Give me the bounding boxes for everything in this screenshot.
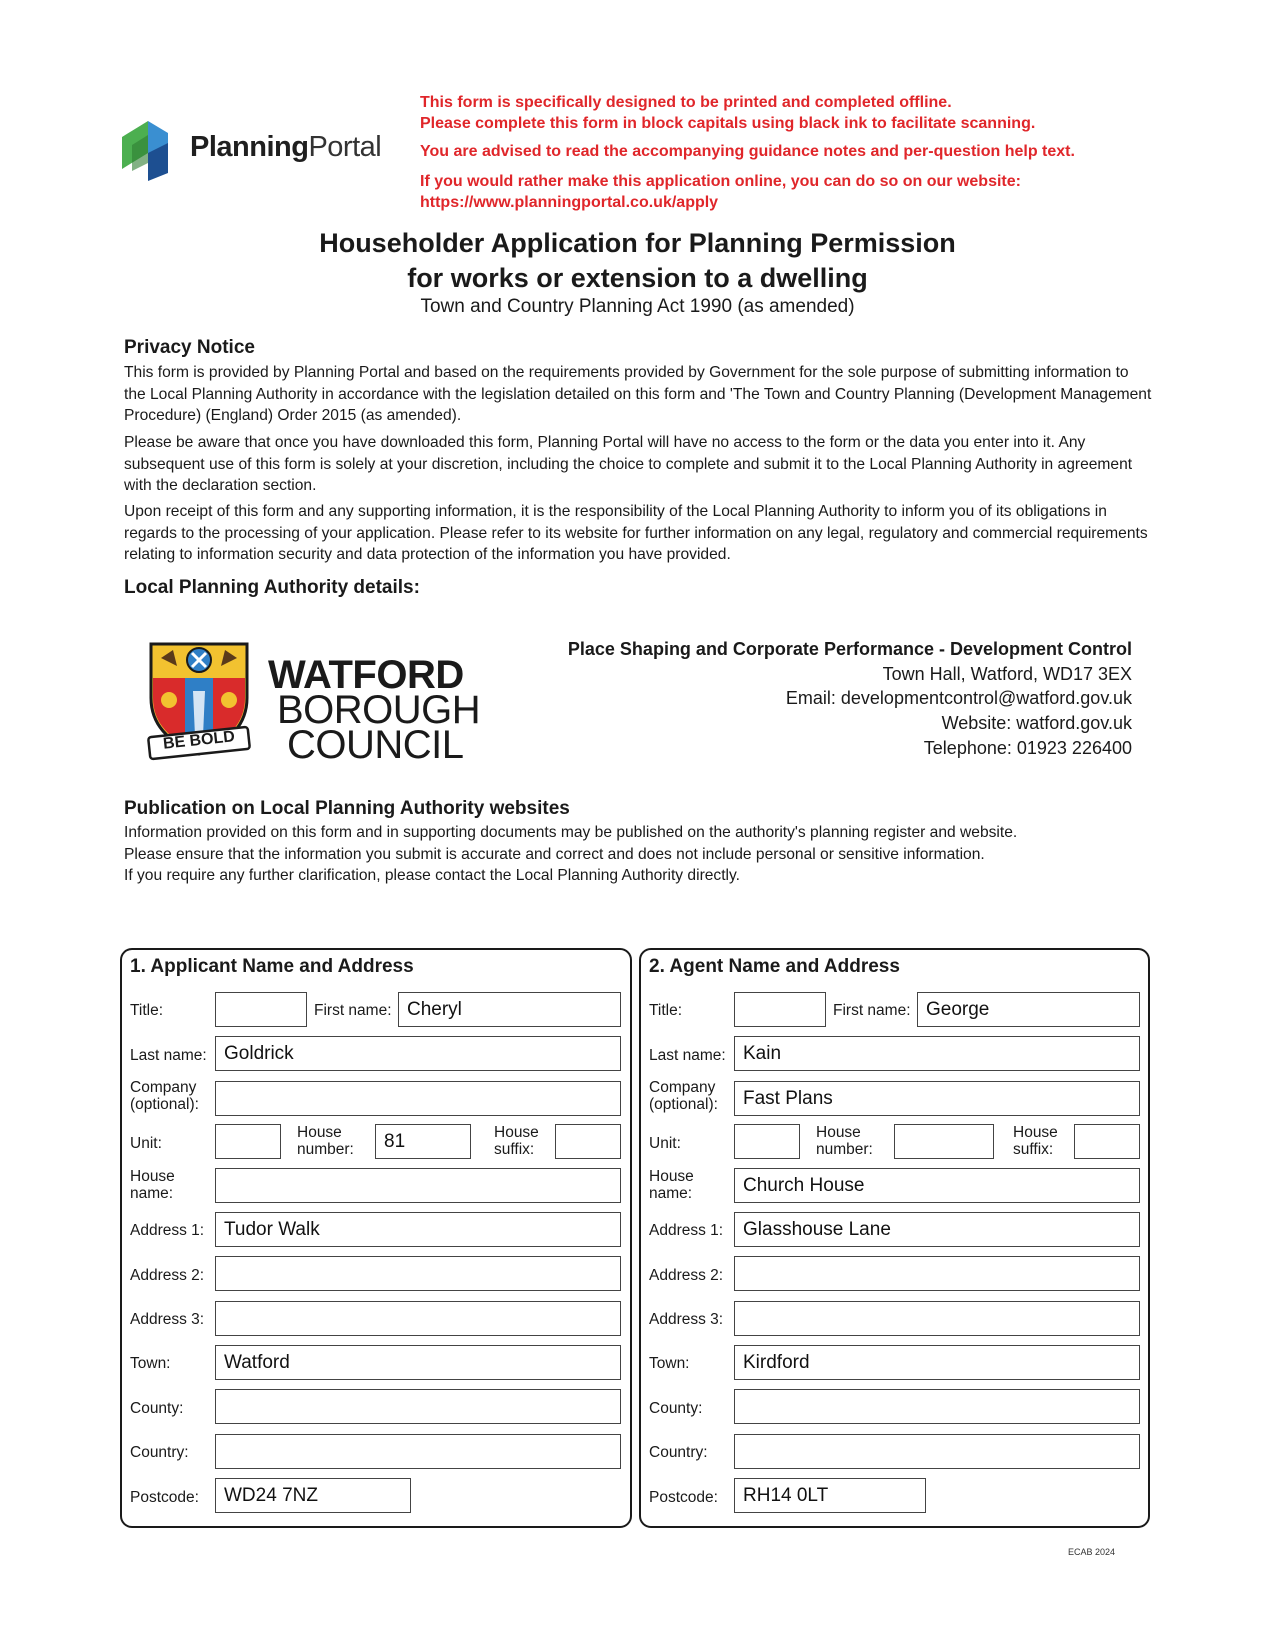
company-label xyxy=(649,1079,718,1113)
company-label-line-2: (optional): xyxy=(130,1096,199,1113)
applicant-section xyxy=(120,948,632,1528)
online-notice xyxy=(420,171,1021,213)
logo-word-portal: Portal xyxy=(308,131,382,163)
form-version-code: ECAB 2024 xyxy=(1067,1547,1115,1557)
house-suffix-label-line-2: suffix: xyxy=(494,1141,535,1158)
house-name-label-line-1: House xyxy=(649,1168,694,1185)
house-name-label-line-1: House xyxy=(130,1168,175,1185)
applicant-company-field[interactable] xyxy=(215,1081,621,1116)
lpa-telephone: Telephone: 01923 226400 xyxy=(923,738,1132,758)
form-title-line-2: for works or extension to a dwelling xyxy=(407,263,868,293)
address3-label: Address 3: xyxy=(649,1311,724,1328)
company-label-line-1: Company xyxy=(649,1079,716,1096)
planning-portal-logo xyxy=(120,115,380,185)
agent-last-name-field[interactable]: Kain xyxy=(734,1036,1140,1071)
applicant-house-name-field[interactable] xyxy=(215,1168,621,1203)
agent-address2-field[interactable] xyxy=(734,1256,1140,1291)
council-name-word-2: BOROUGH xyxy=(277,688,481,732)
logo-wordmark xyxy=(190,131,381,164)
notice-line-2: Please complete this form in block capitals using black ink to facilitate scanning. xyxy=(420,115,1036,132)
address2-label: Address 2: xyxy=(649,1267,724,1284)
applicant-last-name-field[interactable]: Goldrick xyxy=(215,1036,621,1071)
house-name-label-line-2: name: xyxy=(649,1185,693,1202)
title-label: Title: xyxy=(649,1002,683,1019)
address2-label: Address 2: xyxy=(130,1267,205,1284)
guidance-notice: You are advised to read the accompanying guidance notes and per-question help text. xyxy=(420,143,1075,160)
house-suffix-label xyxy=(494,1124,539,1158)
postcode-label: Postcode: xyxy=(649,1489,718,1506)
last-name-label: Last name: xyxy=(130,1047,207,1064)
house-name-label xyxy=(649,1168,694,1202)
applicant-postcode-field[interactable]: WD24 7NZ xyxy=(215,1478,411,1513)
applicant-address3-field[interactable] xyxy=(215,1301,621,1336)
house-number-label-line-2: number: xyxy=(297,1141,354,1158)
applicant-town-field[interactable]: Watford xyxy=(215,1345,621,1380)
house-number-label xyxy=(816,1124,873,1158)
agent-postcode-field[interactable]: RH14 0LT xyxy=(734,1478,926,1513)
title-label: Title: xyxy=(130,1002,164,1019)
country-label: Country: xyxy=(649,1444,708,1461)
applicant-unit-field[interactable] xyxy=(215,1124,281,1159)
form-title-line-1: Householder Application for Planning Permission xyxy=(319,228,956,258)
notice-line-1: This form is specifically designed to be printed and completed offline. xyxy=(420,94,952,111)
town-label: Town: xyxy=(130,1355,171,1372)
house-number-label-line-2: number: xyxy=(816,1141,873,1158)
company-label-line-2: (optional): xyxy=(649,1096,718,1113)
lpa-address: Town Hall, Watford, WD17 3EX xyxy=(882,664,1132,684)
applicant-country-field[interactable] xyxy=(215,1434,621,1469)
agent-town-field[interactable]: Kirdford xyxy=(734,1345,1140,1380)
form-subtitle: Town and Country Planning Act 1990 (as amended) xyxy=(420,296,855,317)
publication-text xyxy=(124,822,1154,887)
house-number-label-line-1: House xyxy=(297,1124,342,1141)
council-crest xyxy=(143,636,255,761)
house-number-label xyxy=(297,1124,354,1158)
council-name-word-1: WATFORD xyxy=(268,653,464,697)
company-label-line-1: Company xyxy=(130,1079,197,1096)
agent-title-field[interactable] xyxy=(734,992,826,1027)
agent-first-name-field[interactable]: George xyxy=(917,992,1140,1027)
council-name-word-3: COUNCIL xyxy=(287,723,464,767)
applicant-county-field[interactable] xyxy=(215,1389,621,1424)
privacy-paragraph-3: Upon receipt of this form and any supporting information, it is the responsibility of the Local Planning Authority to inform you of its obligations in regards to the processing of your application. Please refer to its website for further information on any legal, regulatory and commercial requirements relating to information security and data protection of the information you have provided. xyxy=(124,503,1148,563)
planning-portal-logo-icon xyxy=(120,115,184,181)
applicant-address1-field[interactable]: Tudor Walk xyxy=(215,1212,621,1247)
house-name-label xyxy=(130,1168,175,1202)
agent-address3-field[interactable] xyxy=(734,1301,1140,1336)
applicant-first-name-field[interactable]: Cheryl xyxy=(398,992,621,1027)
country-label: Country: xyxy=(130,1444,189,1461)
county-label: County: xyxy=(130,1400,184,1417)
publication-line-2: Please ensure that the information you submit is accurate and correct and does not include personal or sensitive information. xyxy=(124,845,985,863)
agent-company-field[interactable]: Fast Plans xyxy=(734,1081,1140,1116)
agent-address1-field[interactable]: Glasshouse Lane xyxy=(734,1212,1140,1247)
agent-unit-field[interactable] xyxy=(734,1124,800,1159)
house-suffix-label-line-1: House xyxy=(494,1124,539,1141)
privacy-heading: Privacy Notice xyxy=(124,337,255,358)
town-label: Town: xyxy=(649,1355,690,1372)
applicant-house-number-field[interactable]: 81 xyxy=(375,1124,471,1159)
applicant-heading: 1. Applicant Name and Address xyxy=(130,956,414,977)
county-label: County: xyxy=(649,1400,703,1417)
last-name-label: Last name: xyxy=(649,1047,726,1064)
offline-notice xyxy=(420,92,1035,134)
first-name-label: First name: xyxy=(314,1002,392,1019)
agent-house-name-field[interactable]: Church House xyxy=(734,1168,1140,1203)
address1-label: Address 1: xyxy=(649,1222,724,1239)
house-name-label-line-2: name: xyxy=(130,1185,174,1202)
unit-label: Unit: xyxy=(649,1135,681,1152)
house-suffix-label-line-1: House xyxy=(1013,1124,1058,1141)
applicant-title-field[interactable] xyxy=(215,992,307,1027)
lpa-website[interactable]: Website: watford.gov.uk xyxy=(941,713,1132,733)
apply-url[interactable]: https://www.planningportal.co.uk/apply xyxy=(420,194,719,211)
lpa-department: Place Shaping and Corporate Performance - Development Control xyxy=(567,639,1132,659)
company-label xyxy=(130,1079,199,1113)
lpa-email[interactable]: Email: developmentcontrol@watford.gov.uk xyxy=(785,688,1132,708)
publication-line-3: If you require any further clarification, please contact the Local Planning Authority directly. xyxy=(124,867,740,884)
first-name-label: First name: xyxy=(833,1002,911,1019)
address3-label: Address 3: xyxy=(130,1311,205,1328)
house-suffix-label xyxy=(1013,1124,1058,1158)
logo-word-planning: Planning xyxy=(190,131,309,163)
agent-country-field[interactable] xyxy=(734,1434,1140,1469)
privacy-paragraph-1: This form is provided by Planning Portal and based on the requirements provided by Government for the sole purpose of submitting information to the Local Planning Authority in accordance with the legislation detailed on this form and 'The Town and Country Planning (Development Management Procedure) (England) Order 2015 (as amended). xyxy=(124,364,1152,424)
house-number-label-line-1: House xyxy=(816,1124,861,1141)
agent-heading: 2. Agent Name and Address xyxy=(649,956,900,977)
agent-county-field[interactable] xyxy=(734,1389,1140,1424)
lpa-heading: Local Planning Authority details: xyxy=(124,577,420,598)
agent-house-number-field[interactable] xyxy=(894,1124,994,1159)
privacy-paragraph-2: Please be aware that once you have downloaded this form, Planning Portal will have no access to the form or the data you enter into it. Any subsequent use of this form is solely at your discretion, including the choice to complete and submit it to the Local Planning Authority in agreement with the declaration section. xyxy=(124,434,1133,494)
unit-label: Unit: xyxy=(130,1135,162,1152)
agent-house-suffix-field[interactable] xyxy=(1074,1124,1140,1159)
applicant-house-suffix-field[interactable] xyxy=(555,1124,621,1159)
agent-section xyxy=(639,948,1150,1528)
applicant-address2-field[interactable] xyxy=(215,1256,621,1291)
crest-motto: BE BOLD xyxy=(162,728,236,753)
notice-line-4: If you would rather make this application online, you can do so on our website: xyxy=(420,173,1021,190)
house-suffix-label-line-2: suffix: xyxy=(1013,1141,1054,1158)
publication-heading: Publication on Local Planning Authority websites xyxy=(124,798,570,819)
publication-line-1: Information provided on this form and in supporting documents may be published on the authority's planning register and website. xyxy=(124,824,1018,841)
address1-label: Address 1: xyxy=(130,1222,205,1239)
postcode-label: Postcode: xyxy=(130,1489,199,1506)
